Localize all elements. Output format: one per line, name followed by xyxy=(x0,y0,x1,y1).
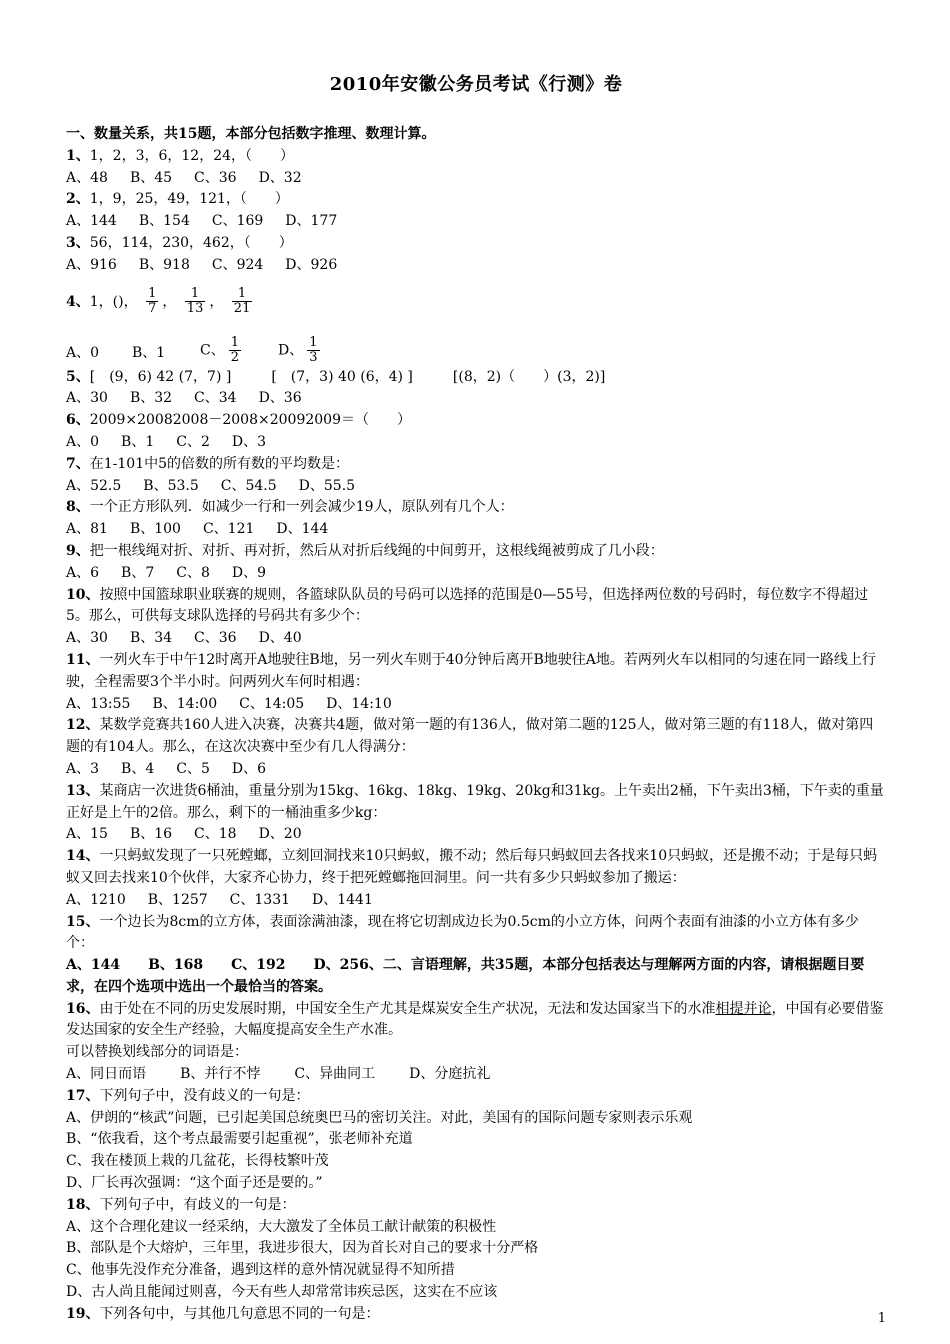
question-5: 5、[ (9，6) 42 (7，7) ] [ (7，3) 40 (6，4) ] [(8，2)（ ）(3，2)] xyxy=(66,368,606,385)
page-title: 2010年安徽公务员考试《行测》卷 xyxy=(329,74,623,95)
option-17-d: D、厂长再次强调：“这个面子还是要的。” xyxy=(66,1175,323,1192)
fraction-1-3: $\frac{1}{3}$ xyxy=(309,334,318,365)
question-19: 19、下列各句中，与其他几句意思不同的一句是： xyxy=(66,1305,380,1322)
fraction-1-21: $\frac{1}{21}$ xyxy=(233,286,251,317)
question-15: 15、一个边长为8cm的立方体，表面涂满油漆，现在将它切割成边长为0.5cm的小立方体，问两个表面有油漆的小立方体有多少个： xyxy=(66,913,859,952)
question-3: 3、56，114，230，462，（ ） xyxy=(66,234,293,251)
option-18-b: B、部队是个大熔炉，三年里，我进步很大，因为首长对自己的要求十分严格 xyxy=(66,1240,539,1257)
question-18: 18、下列句子中，有歧义的一句是： xyxy=(66,1196,296,1213)
document-page xyxy=(66,70,886,1326)
question-2: 2、1，9，25，49，121，（ ） xyxy=(66,191,289,208)
question-16: 16、由于处在不同的历史发展时期，中国安全生产尤其是煤炭安全生产状况，无法和发达国家当下的水准相提并论，中国有必要借鉴发达国家的安全生产经验，大幅度提高安全生产水准。 xyxy=(66,1000,884,1039)
fraction-1-13: $\frac{1}{13}$ xyxy=(186,286,204,317)
option-17-a: A、伊朗的“核武”问题，已引起美国总统奥巴马的密切关注。对此，美国有的国际问题专家则表示乐观 xyxy=(66,1109,693,1126)
options-16: A、同日而语 B、并行不悖 C、异曲同工 D、分庭抗礼 xyxy=(66,1066,491,1083)
question-16-sub: 可以替换划线部分的词语是： xyxy=(66,1044,248,1061)
question-9: 9、把一根线绳对折、对折、再对折，然后从对折后线绳的中间剪开，这根线绳被剪成了几小段： xyxy=(66,542,664,559)
options-5: A、30 B、32 C、34 D、36 xyxy=(66,390,302,407)
options-12: A、3 B、4 C、5 D、6 xyxy=(66,760,266,777)
question-6: 6、2009×20082008－2008×20092009＝（ ） xyxy=(66,412,411,429)
option-18-a: A、这个合理化建议一经采纳，大大激发了全体员工献计献策的积极性 xyxy=(66,1218,497,1235)
question-4: 4、1，()， $\frac{1}{7}$ ， $\frac{1}{13}$ ， $\frac{1}{21}$ xyxy=(66,286,251,317)
fraction-1-2: $\frac{1}{2}$ xyxy=(230,334,239,365)
option-18-d: D、古人尚且能闻过则喜，今天有些人却常常讳疾忌医，这实在不应该 xyxy=(66,1284,498,1301)
question-11: 11、一列火车于中午12时离开A地驶往B地，另一列火车则于40分钟后离开B地驶往A地。若两列火车以相同的匀速在同一路线上行驶，全程需要3个半小时。问两列火车何时相遇： xyxy=(66,651,876,690)
question-10: 10、按照中国篮球职业联赛的规则，各篮球队队员的号码可以选择的范围是0—55号，但选择两位数的号码时，每位数字不得超过5。那么，可供每支球队选择的号码共有多少个： xyxy=(66,586,869,625)
options-8: A、81 B、100 C、121 D、144 xyxy=(66,521,329,538)
question-13: 13、某商店一次进货6桶油，重量分别为15kg、16kg、18kg、19kg、20kg和31kg。上午卖出2桶，下午卖出3桶，下午卖的重量正好是上午的2倍。那么，剩下的一桶油重多少kg： xyxy=(66,782,884,821)
question-12: 12、某数学竞赛共160人进入决赛，决赛共4题，做对第一题的有136人，做对第二题的125人，做对第三题的有118人，做对第四题的有104人。那么，在这次决赛中至少有几人得满分： xyxy=(66,717,874,756)
options-9: A、6 B、7 C、8 D、9 xyxy=(66,564,266,581)
options-1: A、48 B、45 C、36 D、32 xyxy=(66,169,302,186)
options-2: A、144 B、154 C、169 D、177 xyxy=(66,213,338,230)
options-13: A、15 B、16 C、18 D、20 xyxy=(66,826,302,843)
underlined-phrase: 相提并论 xyxy=(715,1000,772,1017)
fraction-1-7: $\frac{1}{7}$ xyxy=(148,286,157,317)
options-11: A、13:55 B、14:00 C、14:05 D、14:10 xyxy=(66,695,392,712)
options-14: A、1210 B、1257 C、1331 D、1441 xyxy=(66,891,373,908)
question-8: 8、一个正方形队列．如减少一行和一列会减少19人，原队列有几个人： xyxy=(66,499,514,516)
options-3: A、916 B、918 C、924 D、926 xyxy=(66,256,338,273)
page-number: 1 xyxy=(877,1311,886,1326)
options-4: A、0 B、1 C、 $\frac{1}{2}$ D、 $\frac{1}{3}$ xyxy=(66,334,318,365)
question-17: 17、下列句子中，没有歧义的一句是： xyxy=(66,1087,310,1104)
options-6: A、0 B、1 C、2 D、3 xyxy=(66,433,266,450)
option-18-c: C、他事先没作充分准备，遇到这样的意外情况就显得不知所措 xyxy=(66,1262,455,1279)
option-17-c: C、我在楼顶上栽的几盆花，长得枝繁叶茂 xyxy=(66,1153,329,1170)
question-7: 7、在1-101中5的倍数的所有数的平均数是： xyxy=(66,455,350,472)
question-1: 1、1，2，3，6，12，24，（ ） xyxy=(66,147,295,164)
section-heading-1: 一、数量关系，共15题，本部分包括数字推理、数理计算。 xyxy=(66,126,436,142)
options-7: A、52.5 B、53.5 C、54.5 D、55.5 xyxy=(66,477,356,494)
options-10: A、30 B、34 C、36 D、40 xyxy=(66,630,302,647)
option-17-b: B、“依我看，这个考点最需要引起重视”，张老师补充道 xyxy=(66,1131,413,1148)
options-15-and-section-2: A、144 B、168 C、192 D、256、二、言语理解，共35题，本部分包括表达与理解两方面的内容，请根据题目要求，在四个选项中选出一个最恰当的答案。 xyxy=(66,957,865,995)
question-14: 14、一只蚂蚁发现了一只死螳螂，立刻回洞找来10只蚂蚁，搬不动；然后每只蚂蚁回去各找来10只蚂蚁，还是搬不动；于是每只蚂蚁又回去找来10个伙伴，大家齐心协力，终于把死螳螂拖回洞里。问一共有多少只蚂蚁参加了搬运： xyxy=(66,848,878,886)
